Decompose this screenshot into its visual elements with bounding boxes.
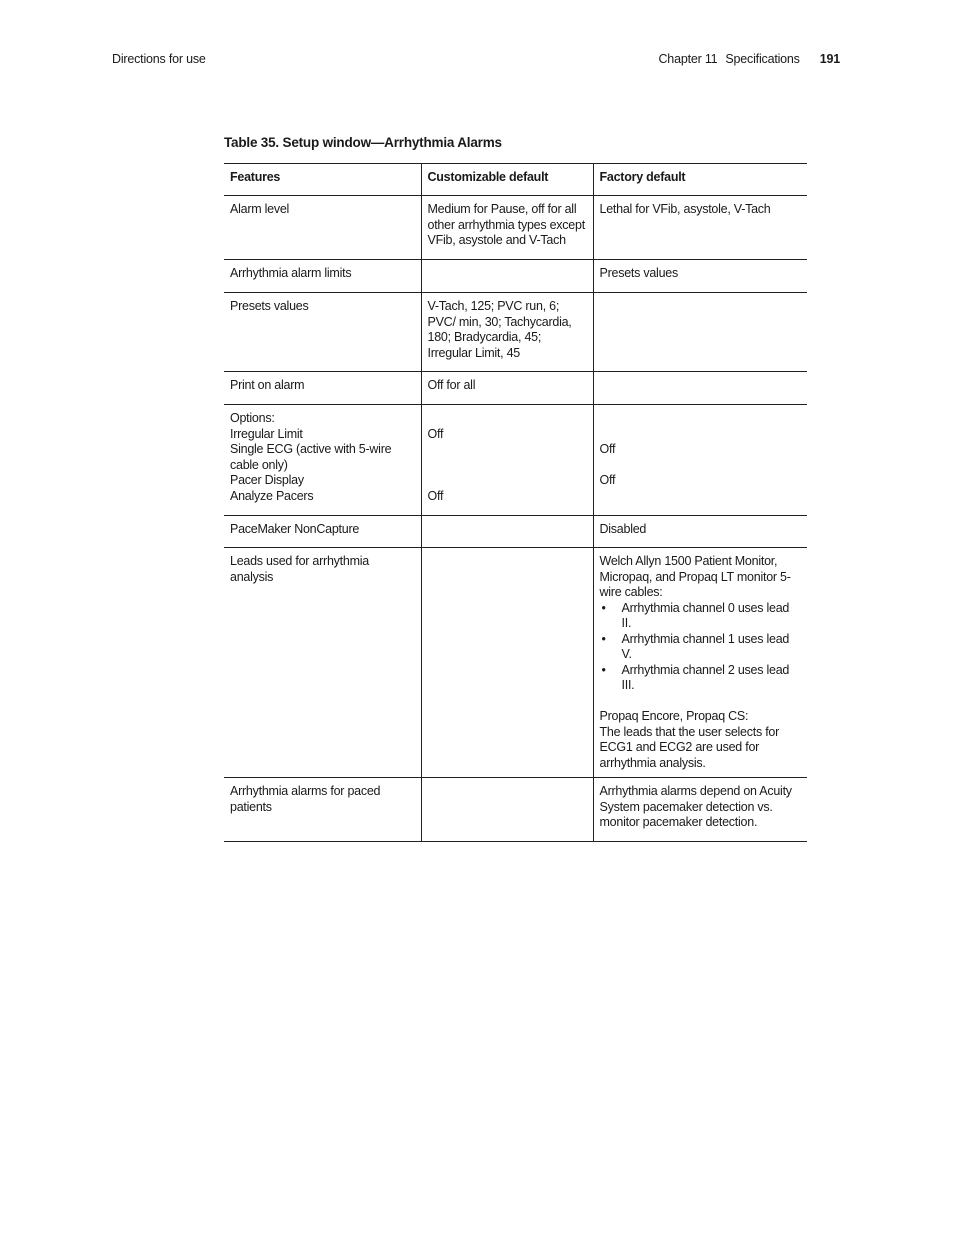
cell-feature	[224, 516, 421, 548]
cell-line: V-Tach, 125; PVC run, 6; PVC/ min, 30; Tachycardia, 180; Bradycardia, 45; Irregular Limit, 45	[427, 299, 572, 360]
cell-line: Arrhythmia alarms depend on Acuity System pacemaker detection vs. monitor pacemaker detection.	[599, 784, 792, 829]
section-label: Specifications	[725, 52, 800, 66]
running-header-left: Directions for use	[112, 52, 206, 66]
cell-line: The leads that the user selects for ECG1 and ECG2 are used for arrhythmia analysis.	[599, 724, 780, 770]
cell-line: Off	[427, 488, 444, 503]
cell-line: Irregular Limit	[230, 426, 303, 441]
table-row	[224, 778, 807, 842]
cell-factory-default	[593, 293, 807, 372]
cell-line: Disabled	[599, 522, 647, 536]
cell-line	[428, 473, 587, 489]
cell-factory-default	[593, 372, 807, 405]
list-item: • Arrhythmia channel 1 uses lead V.	[600, 632, 802, 663]
chapter-label: Chapter 11	[658, 52, 718, 66]
cell-line: Print on alarm	[230, 378, 305, 392]
table-row	[224, 196, 807, 260]
cell-line: Leads used for arrhythmia analysis	[230, 554, 369, 584]
column-header-factory-default: Factory default	[593, 164, 807, 196]
cell-line: Arrhythmia alarm limits	[230, 266, 352, 280]
cell-line: PaceMaker NonCapture	[230, 522, 360, 536]
list-item: • Arrhythmia channel 2 uses lead III.	[600, 663, 802, 694]
cell-factory-default	[593, 548, 807, 778]
table-row	[224, 548, 807, 778]
cell-line: Pacer Display	[230, 473, 304, 487]
cell-line	[428, 458, 587, 474]
cell-customizable-default	[421, 260, 593, 293]
cell-line: Welch Allyn 1500 Patient Monitor, Micropaq, and Propaq LT monitor 5-wire cables:	[599, 554, 791, 599]
cell-factory-default	[593, 260, 807, 293]
page-number: 191	[819, 52, 840, 66]
cell-line: Options:	[230, 411, 275, 425]
cell-customizable-default	[421, 778, 593, 842]
cell-feature	[224, 196, 421, 260]
table-row	[224, 405, 807, 516]
cell-line	[600, 411, 802, 427]
cell-customizable-default	[421, 372, 593, 405]
list-item: • Arrhythmia channel 0 uses lead II.	[600, 601, 802, 632]
table-row	[224, 516, 807, 548]
table-row	[224, 293, 807, 372]
table-header-row	[224, 164, 807, 196]
table-row	[224, 260, 807, 293]
cell-factory-default	[593, 516, 807, 548]
cell-feature	[224, 778, 421, 842]
cell-feature	[224, 405, 421, 516]
cell-line	[428, 411, 587, 427]
cell-line	[600, 427, 802, 443]
cell-line: Propaq Encore, Propaq CS:	[599, 709, 749, 723]
cell-line	[600, 458, 802, 474]
cell-line: Presets values	[599, 266, 678, 280]
cell-customizable-default	[421, 196, 593, 260]
cell-line: Single ECG (active with 5-wire cable only)	[230, 442, 392, 472]
column-header-features: Features	[224, 164, 421, 196]
cell-line	[428, 442, 587, 458]
cell-line: Off for all	[427, 378, 476, 392]
cell-feature	[224, 293, 421, 372]
running-header-right	[658, 52, 840, 66]
cell-line: Off	[427, 426, 444, 441]
cell-customizable-default	[421, 548, 593, 778]
cell-line: Alarm level	[230, 202, 290, 216]
cell-customizable-default	[421, 293, 593, 372]
cell-line: Lethal for VFib, asystole, V-Tach	[599, 202, 771, 216]
cell-customizable-default	[421, 516, 593, 548]
cell-line: Off	[599, 473, 616, 487]
column-header-customizable-default: Customizable default	[421, 164, 593, 196]
bullet-list	[600, 601, 802, 694]
cell-line: Arrhythmia alarms for paced patients	[230, 784, 381, 814]
cell-line: Presets values	[230, 299, 309, 313]
cell-feature	[224, 548, 421, 778]
cell-spacer	[600, 694, 802, 710]
cell-feature	[224, 260, 421, 293]
cell-factory-default	[593, 196, 807, 260]
arrhythmia-alarms-table	[224, 163, 807, 842]
cell-customizable-default	[421, 405, 593, 516]
cell-line: Medium for Pause, off for all other arrhythmia types except VFib, asystole and V-Tach	[427, 202, 585, 247]
cell-line: Analyze Pacers	[230, 488, 314, 503]
table-caption: Table 35. Setup window—Arrhythmia Alarms	[224, 135, 502, 150]
cell-feature	[224, 372, 421, 405]
cell-factory-default	[593, 778, 807, 842]
cell-factory-default	[593, 405, 807, 516]
cell-line: Off	[599, 442, 616, 456]
table-row	[224, 372, 807, 405]
